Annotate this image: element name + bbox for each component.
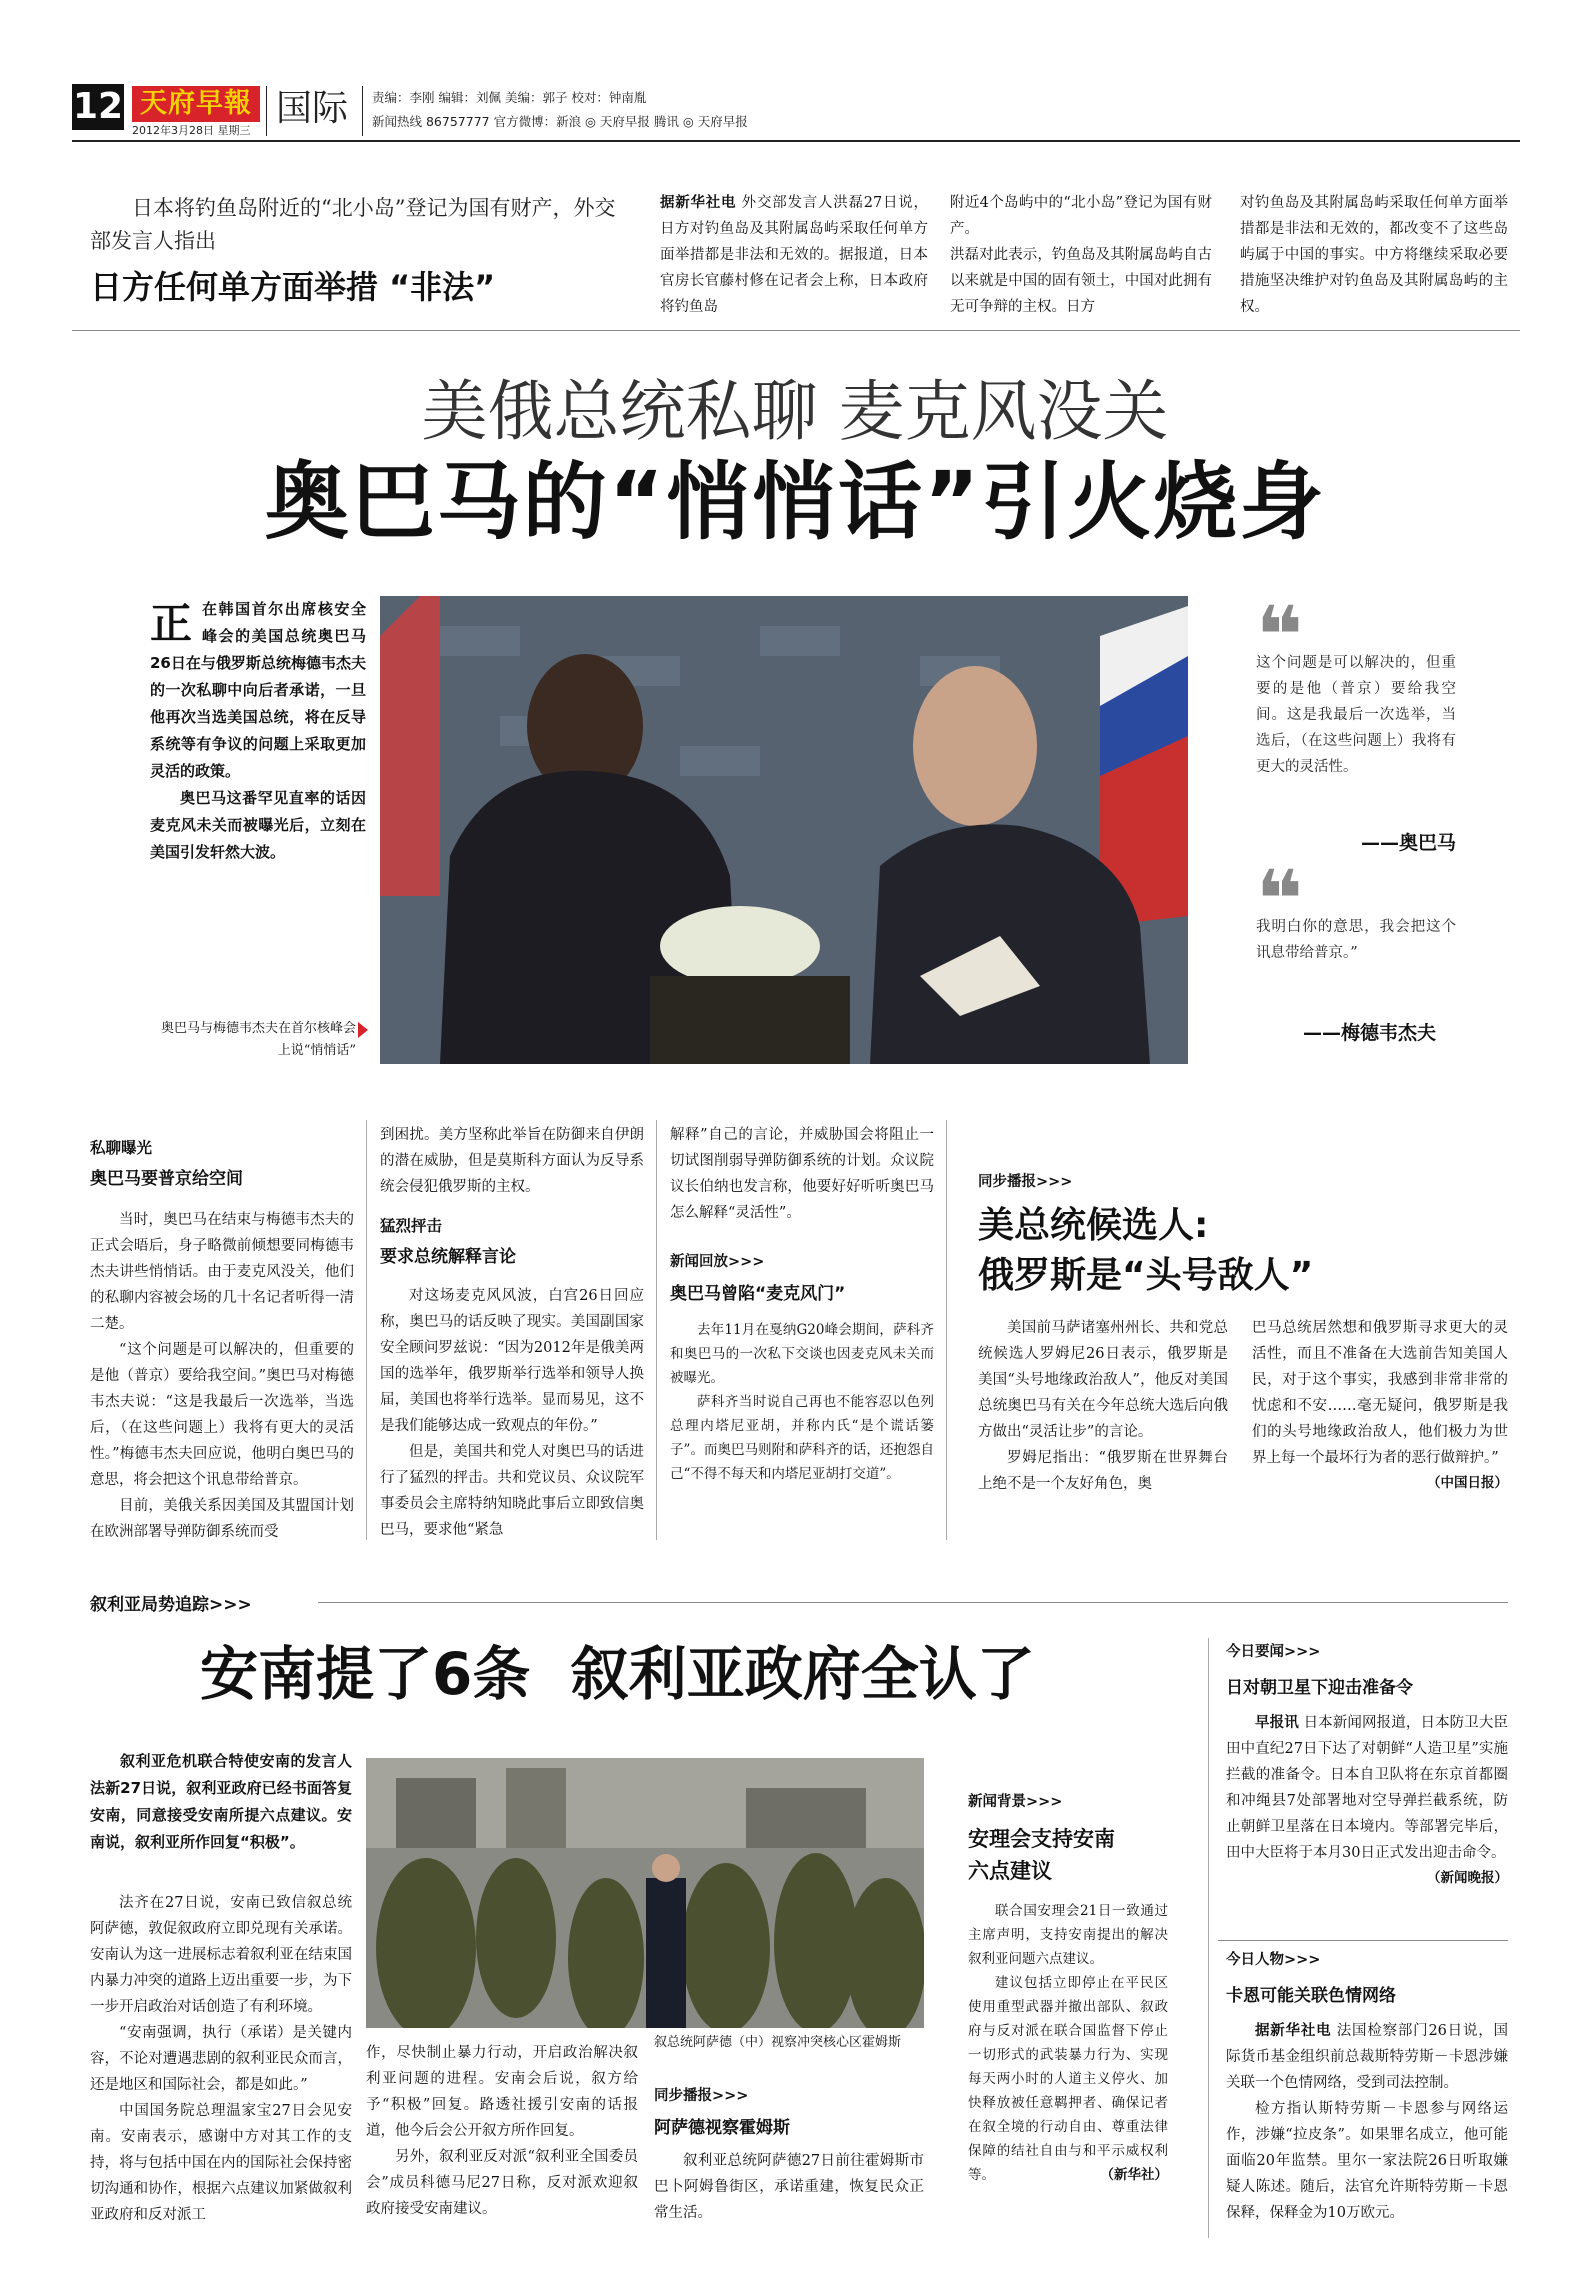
col-c-p1: 去年11月在戛纳G20峰会期间，萨科齐和奥巴马的一次私下交谈也因麦克风未关而被曝光。 bbox=[670, 1322, 934, 1386]
col-c-p2: 萨科齐当时说自己再也不能容忍以色列总理内塔尼亚胡，并称内氏“是个谎话篓子”。而奥巴马则附和萨科齐的话，还抱怨自己“不得不每天和内塔尼亚胡打交道”。 bbox=[670, 1394, 934, 1482]
quote-mark-icon: ❝ bbox=[1256, 853, 1303, 946]
assad-homs-photo bbox=[366, 1758, 924, 2028]
today-news-kicker: 今日要闻>>> bbox=[1226, 1644, 1321, 1660]
sync-paragraph: 叙利亚总统阿萨德27日前往霍姆斯市巴卜阿姆鲁街区，承诺重建，恢复民众正常生活。 bbox=[654, 2153, 924, 2221]
lead-paragraph bbox=[150, 596, 366, 866]
brief-col3: 对钓鱼岛及其附属岛屿采取任何单方面举措都是非法和无效的，都改变不了这些岛屿属于中国的事实。中方将继续采取必要措施坚决维护对钓鱼岛及其附属岛屿的主权。 bbox=[1240, 195, 1508, 315]
background-p1: 联合国安理会21日一致通过主席声明，支持安南提出的解决叙利亚问题六点建议。 bbox=[968, 1903, 1168, 1967]
col-a-p2: “这个问题是可以解决的，但重要的是他（普京）要给我空间。”奥巴马对梅德韦杰夫说：“这是我最后一次选举，当选后，（在这些问题上）我将有更大的灵活性。”梅德韦杰夫回应说，他明白奥巴马的意思，将会把这个讯息带给普京。 bbox=[90, 1342, 354, 1488]
background-source: （新华社） bbox=[1100, 2167, 1168, 2183]
col-b-p1: 对这场麦克风风波，白宫26日回应称，奥巴马的话反映了现实。美国副国家安全顾问罗兹说：“因为2012年是俄美两国的选举年，俄罗斯举行选举和领导人换届，美国也将举行选举。显而易见，这不是我们能够达成一致观点的年份。” bbox=[380, 1288, 644, 1434]
romney-headline-1: 美总统候选人: bbox=[978, 1205, 1209, 1246]
today-person-p2: 检方指认斯特劳斯－卡恩参与网络运作，涉嫌“拉皮条”。如果罪名成立，他可能面临20年监禁。里尔一家法院26日听取嫌疑人陈述。随后，法官允许斯特劳斯－卡恩保释，保释金为10万欧元。 bbox=[1226, 2101, 1508, 2221]
romney-col-right bbox=[1252, 1315, 1508, 1497]
lead-p2: 奥巴马这番罕见直率的话因麦克风未关而被曝光后，立刻在美国引发轩然大波。 bbox=[150, 789, 366, 861]
brief-col1-text: 外交部发言人洪磊27日说，日方对钓鱼岛及其附属岛屿采取任何单方面举措都是非法和无效的。据报道，日本官房长官藤村修在记者会上称，日本政府将钓鱼岛 bbox=[660, 195, 929, 315]
syria-col2 bbox=[366, 2040, 638, 2222]
main-deck: 美俄总统私聊 麦克风没关 bbox=[421, 373, 1169, 450]
today-news-paragraph bbox=[1226, 1710, 1508, 1866]
section-title: 国际 bbox=[276, 88, 349, 129]
quote-medvedev: 我明白你的意思，我会把这个讯息带给普京。” bbox=[1256, 919, 1456, 961]
quote-obama: 这个问题是可以解决的，但重要的是他（普京）要给我空间。这是我最后一次选举，当选后，（在这些问题上）我将有更大的灵活性。 bbox=[1256, 655, 1456, 775]
today-person-box bbox=[1226, 1948, 1508, 2226]
photo-caption: 奥巴马与梅德韦杰夫在首尔核峰会上说“悄悄话” bbox=[160, 1021, 356, 1058]
romney-p3: 巴马总统居然想和俄罗斯寻求更大的灵活性，而且不准备在大选前告知美国人民，对于这个事实，我感到非常非常的忧虑和不安……毫无疑问，俄罗斯是我们的头号地缘政治敌人，他们极力为世界上每一个最坏行为者的恶行做辩护。” bbox=[1252, 1320, 1508, 1466]
romney-p1: 美国前马萨诸塞州州长、共和党总统候选人罗姆尼26日表示，俄罗斯是美国“头号地缘政治敌人”，他反对美国总统奥巴马有关在今年总统大选后向俄方做出“灵活让步”的言论。 bbox=[978, 1320, 1228, 1440]
sync-kicker: 同步播报>>> bbox=[654, 2088, 749, 2104]
col-c-p0: 解释”自己的言论，并威胁国会将阻止一切试图削弱导弹防御系统的计划。众议院议长伯纳也发言称，他要好好听听奥巴马怎么解释“灵活性”。 bbox=[670, 1127, 934, 1221]
subhead-mic-gate: 奥巴马曾陷“麦克风门” bbox=[670, 1284, 846, 1304]
today-person-subhead: 卡恩可能关联色情网络 bbox=[1226, 1986, 1396, 2006]
brief-col2: 附近4个岛屿中的“北小岛”登记为国有财产。 洪磊对此表示，钓鱼岛及其附属岛屿自古以来就是中国的固有领土，中国对此拥有无可争辩的主权。日方 bbox=[950, 195, 1212, 315]
dateline: 据新华社电 bbox=[1255, 2023, 1332, 2039]
kicker-private-chat: 私聊曝光 bbox=[90, 1139, 153, 1157]
dateline: 早报讯 bbox=[1255, 1715, 1299, 1731]
syria-kicker: 叙利亚局势追踪>>> bbox=[90, 1595, 252, 1615]
brief-deck: 日本将钓鱼岛附近的“北小岛”登记为国有财产，外交部发言人指出 bbox=[90, 196, 616, 253]
photo-illustration bbox=[366, 1758, 924, 2028]
syria-col1 bbox=[90, 1890, 352, 2228]
today-person-kicker: 今日人物>>> bbox=[1226, 1952, 1321, 1968]
column-c bbox=[670, 1122, 934, 1486]
subhead-space: 奥巴马要普京给空间 bbox=[90, 1169, 243, 1189]
syria-p4: 作，尽快制止暴力行动，开启政治解决叙利亚问题的进程。安南会后说，叙方给予“积极”回复。路透社援引安南的话报道，他今后会公开叙方所作回复。 bbox=[366, 2045, 638, 2139]
background-title-2: 六点建议 bbox=[968, 1859, 1052, 1883]
background-p2: 建议包括立即停止在平民区使用重型武器并撤出部队、叙政府与反对派在联合国监督下停止一切形式的武装暴力行为、实现每天两小时的人道主义停火、加快释放被任意羁押者、确保记者在叙全境的行动自由、尊重法律保障的结社自由与和平示威权利等。 bbox=[968, 1975, 1168, 2183]
col-b-p2: 但是，美国共和党人对奥巴马的话进行了猛烈的抨击。共和党议员、众议院军事委员会主席特纳知晓此事后立即致信奥巴马，要求他“紧急 bbox=[380, 1444, 644, 1538]
brief-col1 bbox=[660, 190, 928, 320]
romney-col-left bbox=[978, 1315, 1228, 1497]
issue-date: 2012年3月28日 星期三 bbox=[132, 124, 251, 137]
syria-p1: 法齐在27日说，安南已致信叙总统阿萨德，敦促叙政府立即兑现有关承诺。安南认为这一进展标志着叙利亚在结束国内暴力冲突的道路上迈出重要一步，为下一步开启政治对话创造了有利环境。 bbox=[90, 1895, 352, 2015]
syria-p3: 中国国务院总理温家宝27日会见安南。安南表示，感谢中方对其工作的支持，将与包括中国在内的国际社会保持密切沟通和协作，根据六点建议加紧做叙利亚政府和反对派工 bbox=[90, 2103, 352, 2223]
romney-p2: 罗姆尼指出：“俄罗斯在世界舞台上绝不是一个友好角色，奥 bbox=[978, 1450, 1228, 1492]
page-number: 12 bbox=[72, 84, 124, 130]
subhead-explain: 要求总统解释言论 bbox=[380, 1247, 516, 1267]
today-news-source: （新闻晚报） bbox=[1427, 1870, 1508, 1886]
syria-p5: 另外，叙利亚反对派“叙利亚全国委员会”成员科德马尼27日称，反对派欢迎叙政府接受安南建议。 bbox=[366, 2149, 638, 2217]
background-box bbox=[968, 1790, 1168, 2183]
quote-mark-icon: ❝ bbox=[1256, 589, 1303, 682]
sync-subhead: 阿萨德视察霍姆斯 bbox=[654, 2118, 790, 2138]
column-b bbox=[380, 1122, 644, 1543]
lead-dropcap: 正 bbox=[150, 599, 193, 648]
kicker-replay: 新闻回放>>> bbox=[670, 1254, 765, 1270]
caption-arrow-icon bbox=[358, 1022, 368, 1038]
photo-illustration bbox=[380, 596, 1188, 1064]
syria-p2: “安南强调，执行（承诺）是关键内容，不论对遭遇悲剧的叙利亚民众而言，还是地区和国际社会，都是如此。” bbox=[90, 2025, 352, 2093]
column-a bbox=[90, 1136, 354, 1545]
quote-medvedev-attribution: ——梅德韦杰夫 bbox=[1302, 1022, 1436, 1044]
dropcap-space bbox=[150, 596, 202, 650]
sync-box bbox=[654, 2084, 924, 2226]
today-news-text: 日本新闻网报道，日本防卫大臣田中直纪27日下达了对朝鲜“人造卫星”实施拦截的准备令。日本自卫队将在东京首都圈和冲绳县7处部署地对空导弹拦截系统，防止朝鲜卫星落在日本境内。等部署完毕后，田中大臣将于本月30日正式发出迎击命令。 bbox=[1226, 1715, 1509, 1861]
syria-photo-caption: 叙总统阿萨德（中）视察冲突核心区霍姆斯 bbox=[654, 2035, 902, 2050]
romney-source: （中国日报） bbox=[1427, 1475, 1508, 1491]
today-person-text: 法国检察部门26日说，国际货币基金组织前总裁斯特劳斯－卡恩涉嫌关联一个色情网络，受到司法控制。 bbox=[1226, 2023, 1509, 2091]
obama-medvedev-photo bbox=[380, 596, 1188, 1064]
today-news-subhead: 日对朝卫星下迎击准备令 bbox=[1226, 1678, 1413, 1698]
col-a-p3: 目前，美俄关系因美国及其盟国计划在欧洲部署导弹防御系统而受 bbox=[90, 1498, 354, 1540]
syria-headline: 安南提了6条 叙利亚政府全认了 bbox=[200, 1640, 1035, 1708]
quote-obama-attribution: ——奥巴马 bbox=[1360, 832, 1456, 854]
editor-credits: 责编：李刚 编辑：刘佩 美编：郭子 校对：钟南胤 bbox=[372, 90, 647, 105]
hotline: 新闻热线 86757777 官方微博：新浪 ◎ 天府早报 腾讯 ◎ 天府早报 bbox=[372, 114, 748, 129]
syria-lead: 叙利亚危机联合特使安南的发言人法新27日说，叙利亚政府已经书面答复安南，同意接受安南所提六点建议。安南说，叙利亚所作回复“积极”。 bbox=[90, 1752, 352, 1851]
col-b-p0: 到困扰。美方坚称此举旨在防御来自伊朗的潜在威胁，但是莫斯科方面认为反导系统会侵犯俄罗斯的主权。 bbox=[380, 1127, 644, 1195]
romney-headline-2: 俄罗斯是“头号敌人” bbox=[978, 1255, 1314, 1296]
background-title-1: 安理会支持安南 bbox=[968, 1827, 1115, 1851]
brief-headline: 日方任何单方面举措 “非法” bbox=[90, 268, 496, 306]
kicker-sync: 同步播报>>> bbox=[978, 1174, 1073, 1190]
column-d bbox=[978, 1170, 1508, 1497]
dateline: 据新华社电 bbox=[660, 195, 737, 211]
today-news-box bbox=[1226, 1640, 1508, 1886]
today-person-p1 bbox=[1226, 2018, 1508, 2096]
lead-p1: 在韩国首尔出席核安全峰会的美国总统奥巴马26日在与俄罗斯总统梅德韦杰夫的一次私聊中向后者承诺，一旦他再次当选美国总统，将在反导系统等有争议的问题上采取更加灵活的政策。 bbox=[150, 600, 366, 780]
col-a-p1: 当时，奥巴马在结束与梅德韦杰夫的正式会晤后，身子略微前倾想要同梅德韦杰夫讲些悄悄话。由于麦克风没关，他们的私聊内容被会场的几十名记者听得一清二楚。 bbox=[90, 1212, 354, 1332]
background-kicker: 新闻背景>>> bbox=[968, 1794, 1063, 1810]
kicker-attack: 猛烈抨击 bbox=[380, 1217, 443, 1235]
main-headline: 奥巴马的“悄悄话”引火烧身 bbox=[264, 453, 1326, 551]
newspaper-logo: 天府早報 bbox=[132, 86, 260, 122]
